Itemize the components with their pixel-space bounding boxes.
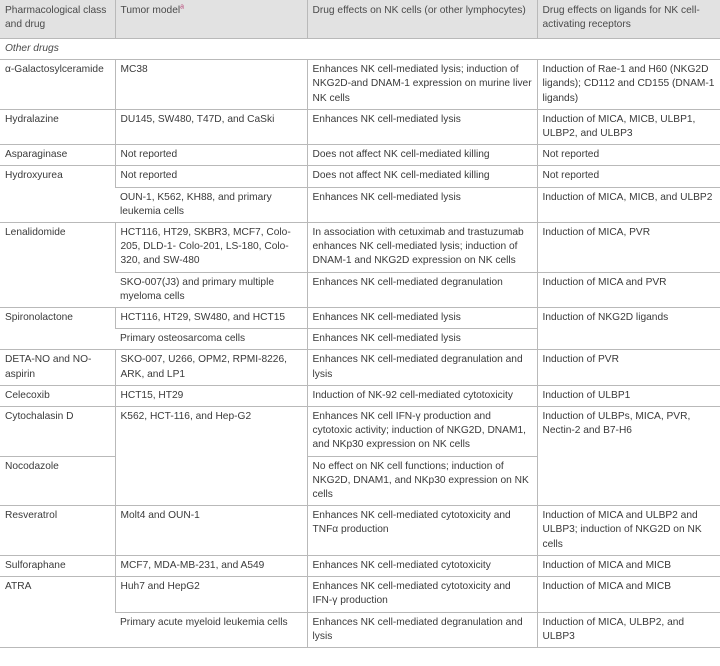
drug-cell: Nocodazole [0, 456, 115, 506]
table-row [0, 350, 720, 385]
nk-cell: Enhances NK cell-mediated degranulation and lysis [307, 612, 537, 647]
model-cell: Primary acute myeloid leukemia cells [115, 612, 307, 647]
ligand-cell: Induction of MICA and MICB [537, 577, 720, 612]
ligand-cell: Not reported [537, 145, 720, 166]
drug-cell: Hydralazine [0, 109, 115, 144]
nk-cell: Does not affect NK cell-mediated killing [307, 145, 537, 166]
drug-cell: ATRA [0, 577, 115, 648]
model-cell: HCT116, HT29, SKBR3, MCF7, Colo-205, DLD-1- Colo-201, LS-180, Colo-320, and SW-480 [115, 223, 307, 273]
drug-cell: Cytochalasin D [0, 407, 115, 457]
model-cell: SKO-007(J3) and primary multiple myeloma cells [115, 272, 307, 307]
header-tumor-model: Tumor model$^a$ [115, 0, 307, 39]
drug-cell: DETA-NO and NO-aspirin [0, 350, 115, 385]
nk-cell: Enhances NK cell-mediated lysis [307, 109, 537, 144]
model-cell: DU145, SW480, T47D, and CaSki [115, 109, 307, 144]
table-row [0, 407, 720, 457]
table-row [0, 555, 720, 576]
model-cell: MCF7, MDA-MB-231, and A549 [115, 555, 307, 576]
nk-cell: Enhances NK cell-mediated lysis [307, 329, 537, 350]
drug-cell: Resveratrol [0, 506, 115, 556]
model-cell: Huh7 and HepG2 [115, 577, 307, 612]
section-row [0, 39, 720, 60]
ligand-cell: Induction of MICA and MICB [537, 555, 720, 576]
ligand-cell: Induction of MICA, PVR [537, 223, 720, 273]
ligand-cell: Induction of ULBPs, MICA, PVR, Nectin-2 and B7-H6 [537, 407, 720, 506]
model-cell: MC38 [115, 60, 307, 110]
table-row [0, 166, 720, 187]
model-cell: Not reported [115, 145, 307, 166]
ligand-cell: Induction of NKG2D ligands [537, 308, 720, 350]
nk-cell: Does not affect NK cell-mediated killing [307, 166, 537, 187]
drug-cell: Celecoxib [0, 385, 115, 406]
drug-cell: Sulforaphane [0, 555, 115, 576]
nk-cell: Enhances NK cell-mediated lysis; induction of NKG2D-and DNAM-1 expression on murine liver NK cells [307, 60, 537, 110]
table-row [0, 145, 720, 166]
nk-cell: Induction of NK-92 cell-mediated cytotoxicity [307, 385, 537, 406]
model-cell: K562, HCT-116, and Hep-G2 [115, 407, 307, 506]
model-cell: HCT116, HT29, SW480, and HCT15 [115, 308, 307, 329]
nk-cell: No effect on NK cell functions; induction of NKG2D, DNAM1, and NKp30 expression on NK cells [307, 456, 537, 506]
nk-cell: Enhances NK cell-mediated lysis [307, 308, 537, 329]
nk-cell: In association with cetuximab and trastuzumab enhances NK cell-mediated lysis; induction of DNAM-1 and NKG2D expression on NK cells [307, 223, 537, 273]
ligand-cell: Induction of MICA and PVR [537, 272, 720, 307]
nk-cell: Enhances NK cell-mediated cytotoxicity and IFN-γ production [307, 577, 537, 612]
model-cell: Molt4 and OUN-1 [115, 506, 307, 556]
nk-cell: Enhances NK cell-mediated lysis [307, 187, 537, 222]
table-row [0, 60, 720, 110]
section-label: Other drugs [0, 39, 720, 60]
ligand-cell: Not reported [537, 166, 720, 187]
model-cell: OUN-1, K562, KH88, and primary leukemia cells [115, 187, 307, 222]
table-row [0, 577, 720, 612]
ligand-cell: Induction of MICA and ULBP2 and ULBP3; induction of NKG2D on NK cells [537, 506, 720, 556]
header-row [0, 0, 720, 39]
table-row [0, 506, 720, 556]
nk-cell: Enhances NK cell-mediated cytotoxicity [307, 555, 537, 576]
nk-cell: Enhances NK cell IFN-γ production and cytotoxic activity; induction of NKG2D, DNAM1, and NKp30 expression on NK cells [307, 407, 537, 457]
nk-cell: Enhances NK cell-mediated degranulation and lysis [307, 350, 537, 385]
table-row [0, 109, 720, 144]
ligand-cell: Induction of PVR [537, 350, 720, 385]
drug-cell: Lenalidomide [0, 223, 115, 308]
nk-cell: Enhances NK cell-mediated cytotoxicity and TNFα production [307, 506, 537, 556]
header-nk-effects: Drug effects on NK cells (or other lymphocytes) [307, 0, 537, 39]
drug-cell: Asparaginase [0, 145, 115, 166]
header-ligand-effects: Drug effects on ligands for NK cell-activating receptors [537, 0, 720, 39]
ligand-cell: Induction of Rae-1 and H60 (NKG2D ligands); CD112 and CD155 (DNAM-1 ligands) [537, 60, 720, 110]
model-cell: Primary osteosarcoma cells [115, 329, 307, 350]
ligand-cell: Induction of ULBP1 [537, 385, 720, 406]
ligand-cell: Induction of MICA, MICB, and ULBP2 [537, 187, 720, 222]
table-row [0, 223, 720, 273]
drug-cell: Hydroxyurea [0, 166, 115, 223]
nk-cell: Enhances NK cell-mediated degranulation [307, 272, 537, 307]
model-cell: HCT15, HT29 [115, 385, 307, 406]
drug-cell: Spironolactone [0, 308, 115, 350]
footnote-marker: a [180, 3, 185, 11]
ligand-cell: Induction of MICA, MICB, ULBP1, ULBP2, and ULBP3 [537, 109, 720, 144]
model-cell: SKO-007, U266, OPM2, RPMI-8226, ARK, and LP1 [115, 350, 307, 385]
header-drug: Pharmacological class and drug [0, 0, 115, 39]
drug-cell: α-Galactosylceramide [0, 60, 115, 110]
table-row [0, 308, 720, 329]
model-cell: Not reported [115, 166, 307, 187]
ligand-cell: Induction of MICA, ULBP2, and ULBP3 [537, 612, 720, 647]
table-row [0, 385, 720, 406]
